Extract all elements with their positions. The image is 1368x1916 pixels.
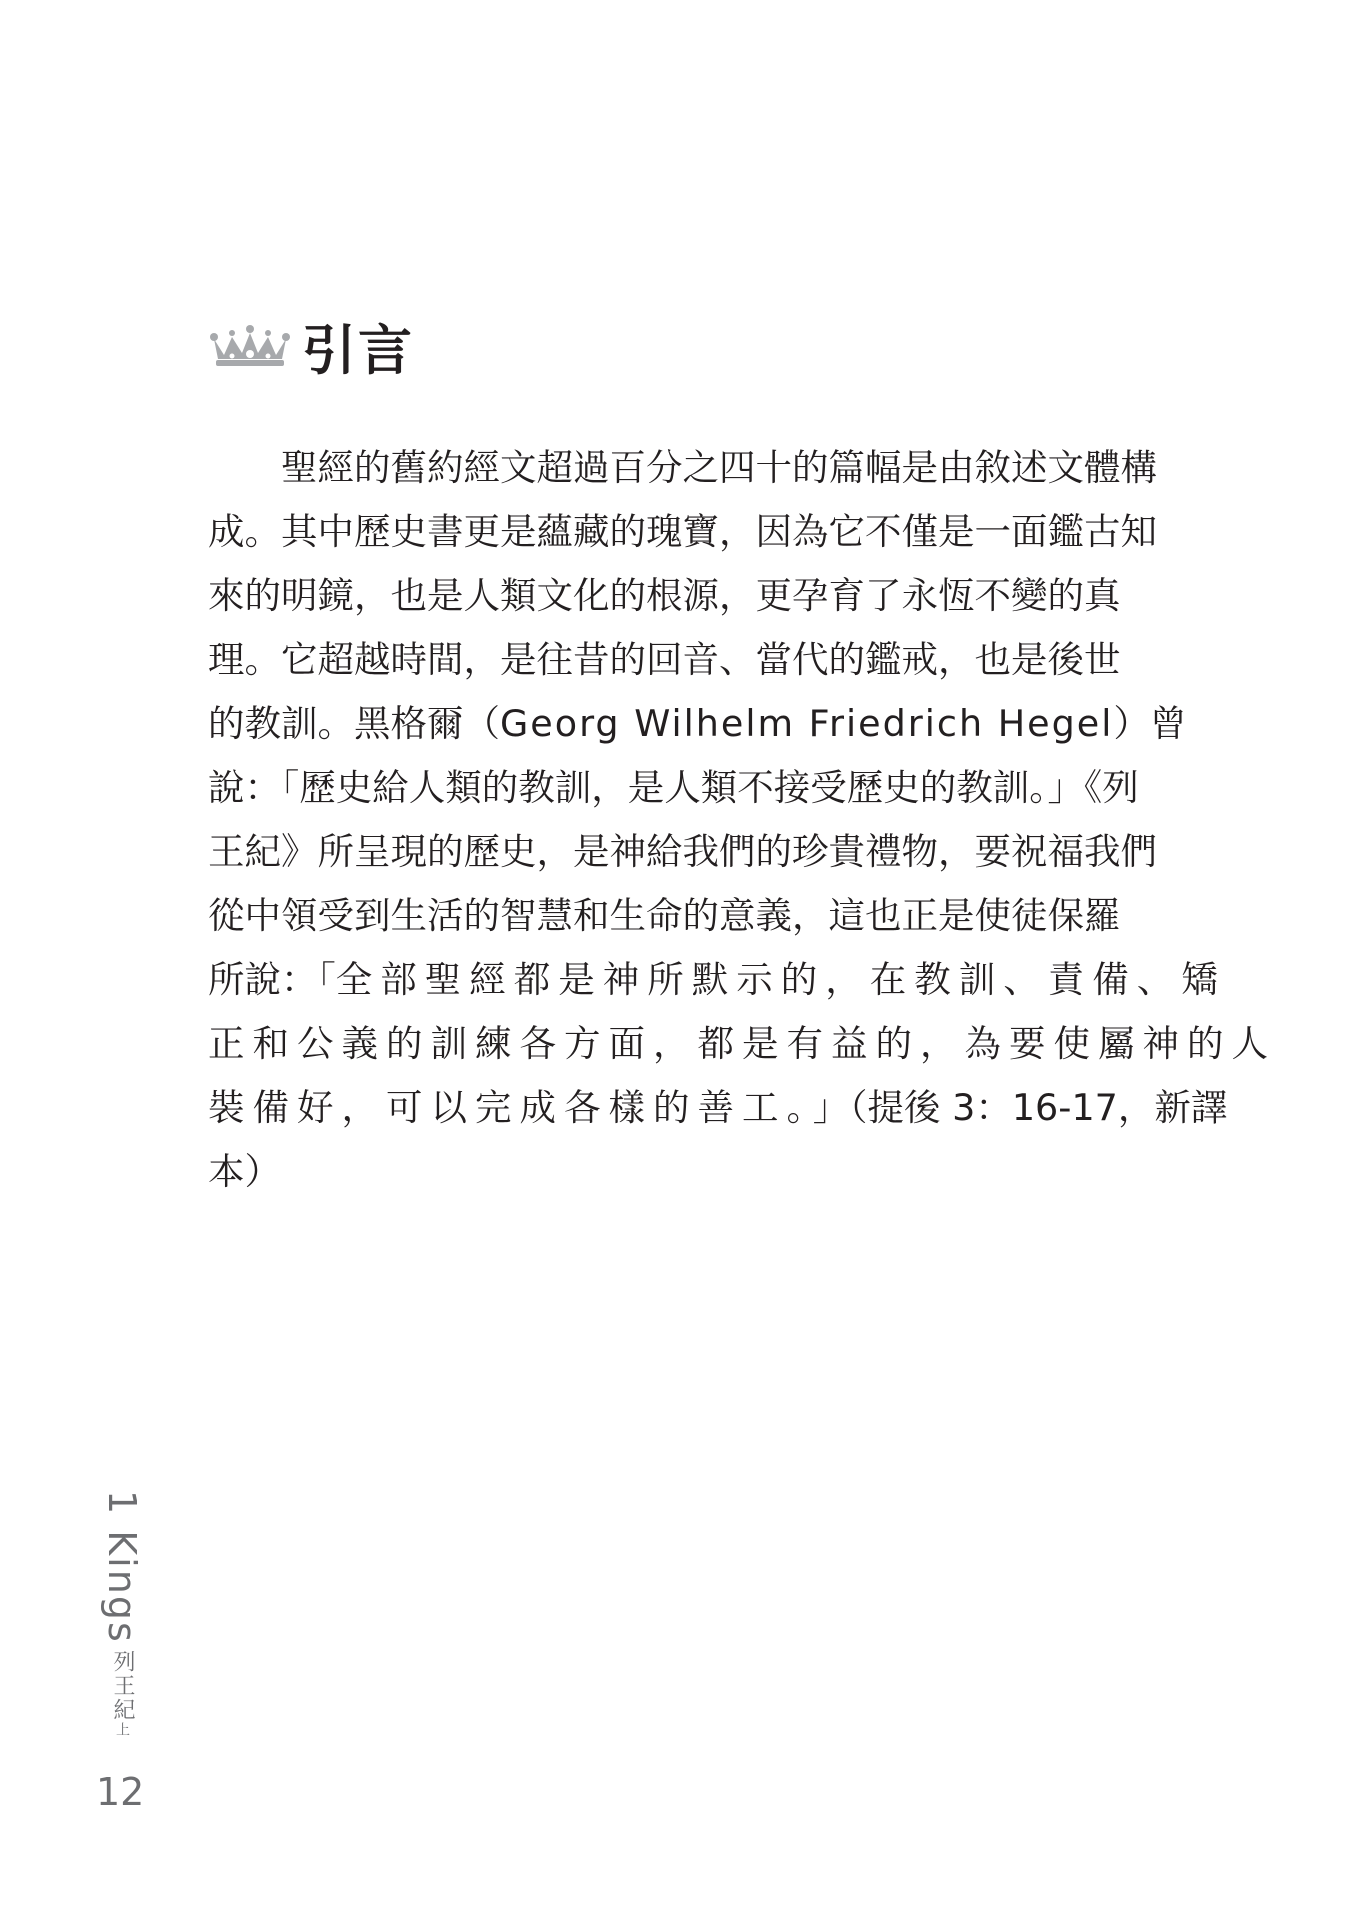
body-paragraph — [208, 436, 1276, 1204]
scripture-quote-segment: 正和公義的訓練各方面，都是有益的，為要使屬神的人 — [208, 1022, 1276, 1065]
text-segment: 」（提後 3：16-17，新譯 — [812, 1086, 1228, 1129]
scripture-quote-segment: 裝備好，可以完成各樣的善工。 — [208, 1086, 813, 1129]
text-line — [208, 948, 1226, 1012]
book-title-en: 1 Kings — [100, 1490, 144, 1644]
section-heading — [208, 308, 414, 385]
text-line — [208, 820, 1182, 884]
text-line — [208, 628, 1182, 692]
text-line — [208, 436, 1182, 500]
text-segment: 成。其中歷史書更是蘊藏的瑰寶，因為它不僅是一面鑑古知 — [208, 510, 1157, 553]
text-segment: 本） — [208, 1150, 281, 1193]
text-segment: 來的明鏡，也是人類文化的根源，更孕育了永恆不變的真 — [208, 574, 1121, 617]
text-segment: 聖經的舊約經文超過百分之四十的篇幅是由敘述文體構 — [281, 446, 1157, 489]
text-line — [208, 756, 1182, 820]
text-segment: 的教訓。黑格爾（ — [208, 702, 500, 745]
text-segment: 所說：「 — [208, 958, 336, 1001]
text-line — [208, 692, 1187, 756]
text-line — [208, 1140, 1182, 1204]
text-segment: 從中領受到生活的智慧和生命的意義，這也正是使徒保羅 — [208, 894, 1121, 937]
book-title-zh-main: 列王紀 — [110, 1650, 135, 1722]
book-title-zh — [107, 1650, 138, 1738]
text-line — [208, 1076, 1228, 1140]
scripture-quote-segment: 全部聖經都是神所默示的，在教訓、責備、矯 — [335, 958, 1226, 1001]
page-number: 12 — [96, 1770, 145, 1814]
text-line — [208, 884, 1182, 948]
text-line — [208, 564, 1182, 628]
text-segment: Georg Wilhelm Friedrich Hegel — [500, 702, 1114, 745]
book-title-zh-suffix: 上 — [114, 1722, 130, 1738]
text-line — [208, 500, 1182, 564]
page-title: 引言 — [302, 318, 414, 382]
text-segment: ）曾 — [1113, 702, 1187, 745]
crown-icon — [208, 325, 292, 369]
text-segment: 說：「歷史給人類的教訓，是人類不接受歷史的教訓。」《列 — [208, 766, 1139, 809]
text-segment: 理。它超越時間，是往昔的回音、當代的鑑戒，也是後世 — [208, 638, 1121, 681]
text-line — [208, 1012, 1276, 1076]
text-segment: 王紀》所呈現的歷史，是神給我們的珍貴禮物，要祝福我們 — [208, 830, 1157, 873]
